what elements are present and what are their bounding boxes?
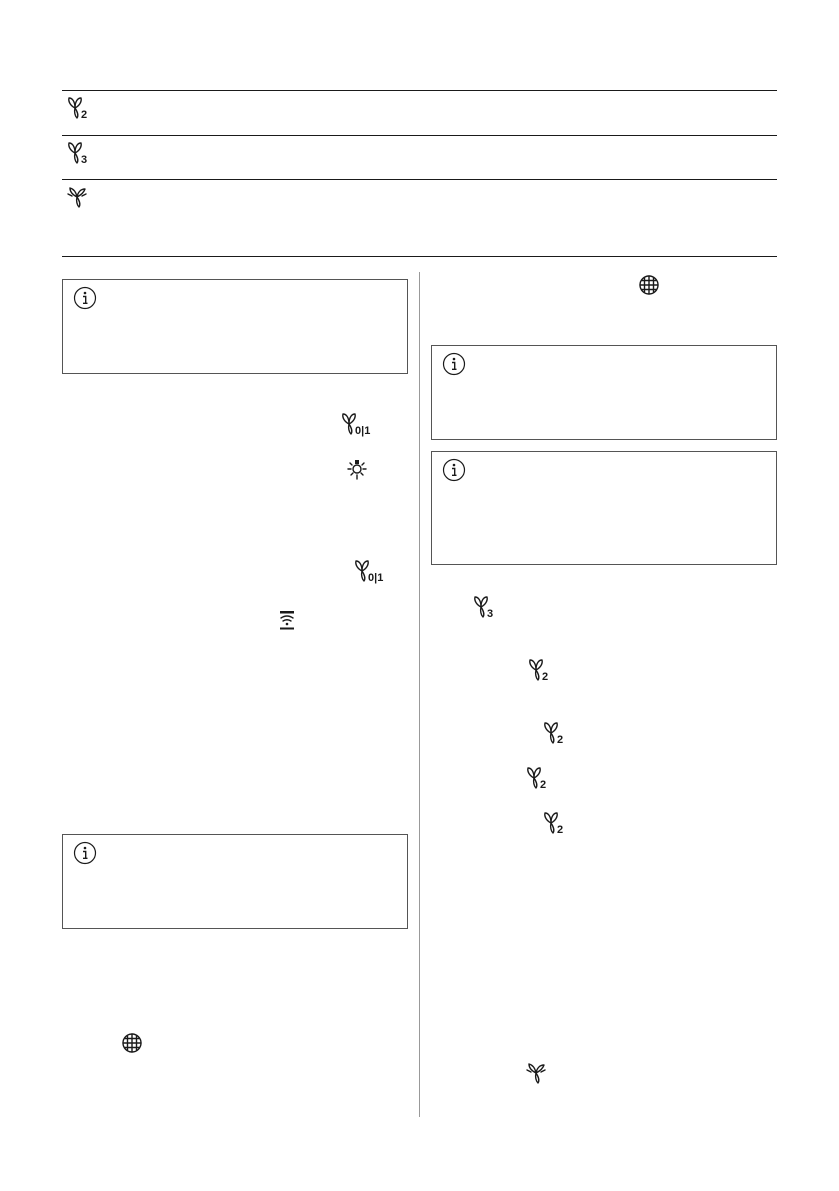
svg-text:2: 2: [557, 824, 564, 835]
info-note-4: [431, 451, 777, 565]
fan-speed-2-icon: [525, 766, 553, 790]
fan-speed-3-icon: [472, 595, 500, 619]
grease-filter-icon: [638, 274, 660, 296]
info-icon: [73, 286, 97, 310]
fan-speed-2-icon: [66, 96, 94, 120]
info-icon: [73, 841, 97, 865]
svg-text:3: 3: [487, 608, 494, 619]
light-icon: [345, 458, 369, 482]
fan-intensive-icon: [66, 186, 92, 210]
svg-text:0|1: 0|1: [368, 572, 384, 584]
info-icon: [442, 352, 466, 376]
info-note-3: [431, 345, 777, 440]
table-rule-2: [62, 135, 777, 136]
grease-filter-icon: [121, 1032, 143, 1054]
info-icon: [442, 458, 466, 482]
column-divider: [419, 272, 420, 1117]
fan-speed-3-icon: [66, 141, 94, 165]
svg-text:2: 2: [540, 779, 547, 790]
fan-on-off-icon: [340, 412, 382, 438]
svg-text:3: 3: [81, 154, 88, 165]
fan-speed-2-icon: [542, 721, 570, 745]
info-note-1: [62, 279, 408, 374]
table-rule-top: [62, 90, 777, 91]
table-rule-3: [62, 179, 777, 180]
hob2hood-wireless-icon: [276, 609, 298, 631]
svg-text:2: 2: [81, 109, 88, 120]
svg-text:0|1: 0|1: [355, 425, 371, 437]
svg-text:2: 2: [542, 671, 549, 682]
fan-speed-2-icon: [542, 811, 570, 835]
info-note-2: [62, 834, 408, 929]
svg-text:2: 2: [557, 734, 564, 745]
table-rule-bottom: [62, 256, 777, 257]
fan-on-off-icon: [353, 559, 395, 585]
fan-speed-2-icon: [527, 658, 555, 682]
fan-intensive-icon: [525, 1062, 551, 1086]
